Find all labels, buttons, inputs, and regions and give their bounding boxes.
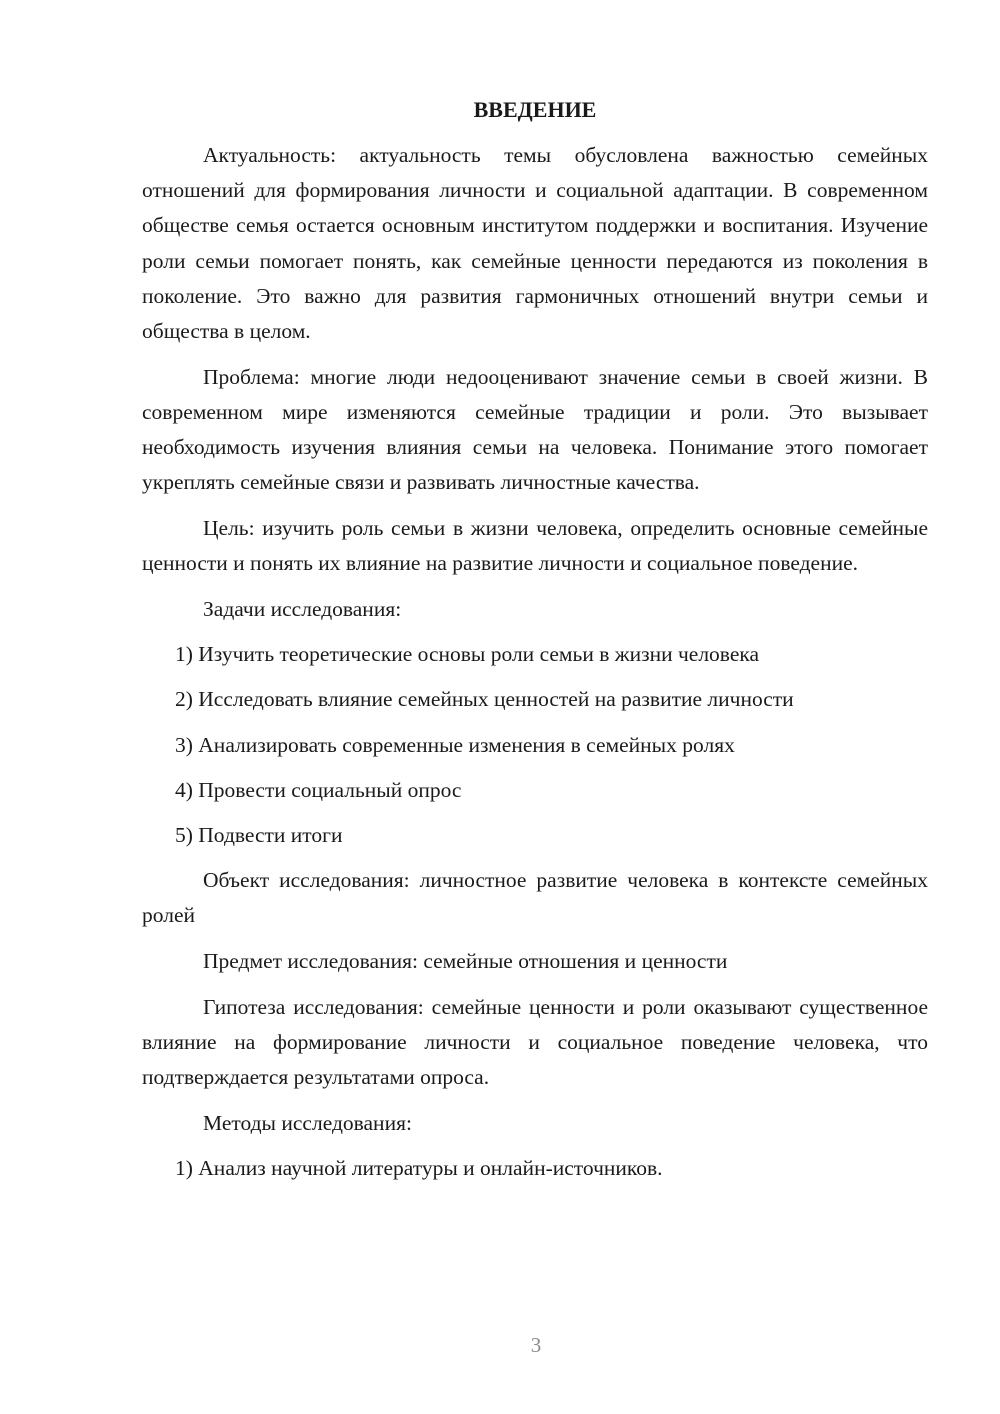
task-item: 3) Анализировать современные изменения в семейных ролях (175, 732, 735, 757)
tasks-label: Задачи исследования: (203, 596, 402, 621)
hypothesis-paragraph: Гипотеза исследования: семейные ценности и роли оказывают существенное влияние на формирование личности и социальное поведение человека, что подтверждается результатами опроса. (142, 994, 928, 1090)
problem-paragraph: Проблема: многие люди недооценивают значение семьи в своей жизни. В современном мире изменяются семейные традиции и роли. Это вызывает необходимость изучения влияния семьи на человека. Понимание этого помогает укреплять семейные связи и развивать личностные качества. (142, 364, 928, 495)
task-item: 1) Изучить теоретические основы роли семьи в жизни человека (175, 642, 760, 667)
document-page (142, 94, 928, 1196)
object-paragraph: Объект исследования: личностное развитие человека в контексте семейных ролей (142, 868, 928, 928)
task-item: 4) Провести социальный опрос (175, 777, 462, 802)
task-item: 5) Подвести итоги (175, 822, 343, 847)
page-number: 3 (530, 1333, 542, 1357)
relevance-paragraph: Актуальность: актуальность темы обусловлена важностью семейных отношений для формирования личности и социальной адаптации. В современном обществе семья остается основным институтом поддержки и воспитания. Изучение роли семьи помогает понять, как семейные ценности передаются из поколения в поколение. Это важно для развития гармоничных отношений внутри семьи и общества в целом. (142, 143, 928, 344)
methods-list (142, 1151, 928, 1186)
tasks-list (142, 637, 928, 853)
task-item: 2) Исследовать влияние семейных ценностей на развитие личности (175, 687, 794, 712)
method-item: 1) Анализ научной литературы и онлайн-источников. (175, 1156, 663, 1181)
goal-paragraph: Цель: изучить роль семьи в жизни человека, определить основные семейные ценности и понять их влияние на развитие личности и социальное поведение. (142, 516, 928, 576)
methods-label: Методы исследования: (203, 1110, 412, 1135)
section-heading: ВВЕДЕНИЕ (473, 97, 597, 122)
subject-paragraph: Предмет исследования: семейные отношения и ценности (203, 949, 728, 974)
